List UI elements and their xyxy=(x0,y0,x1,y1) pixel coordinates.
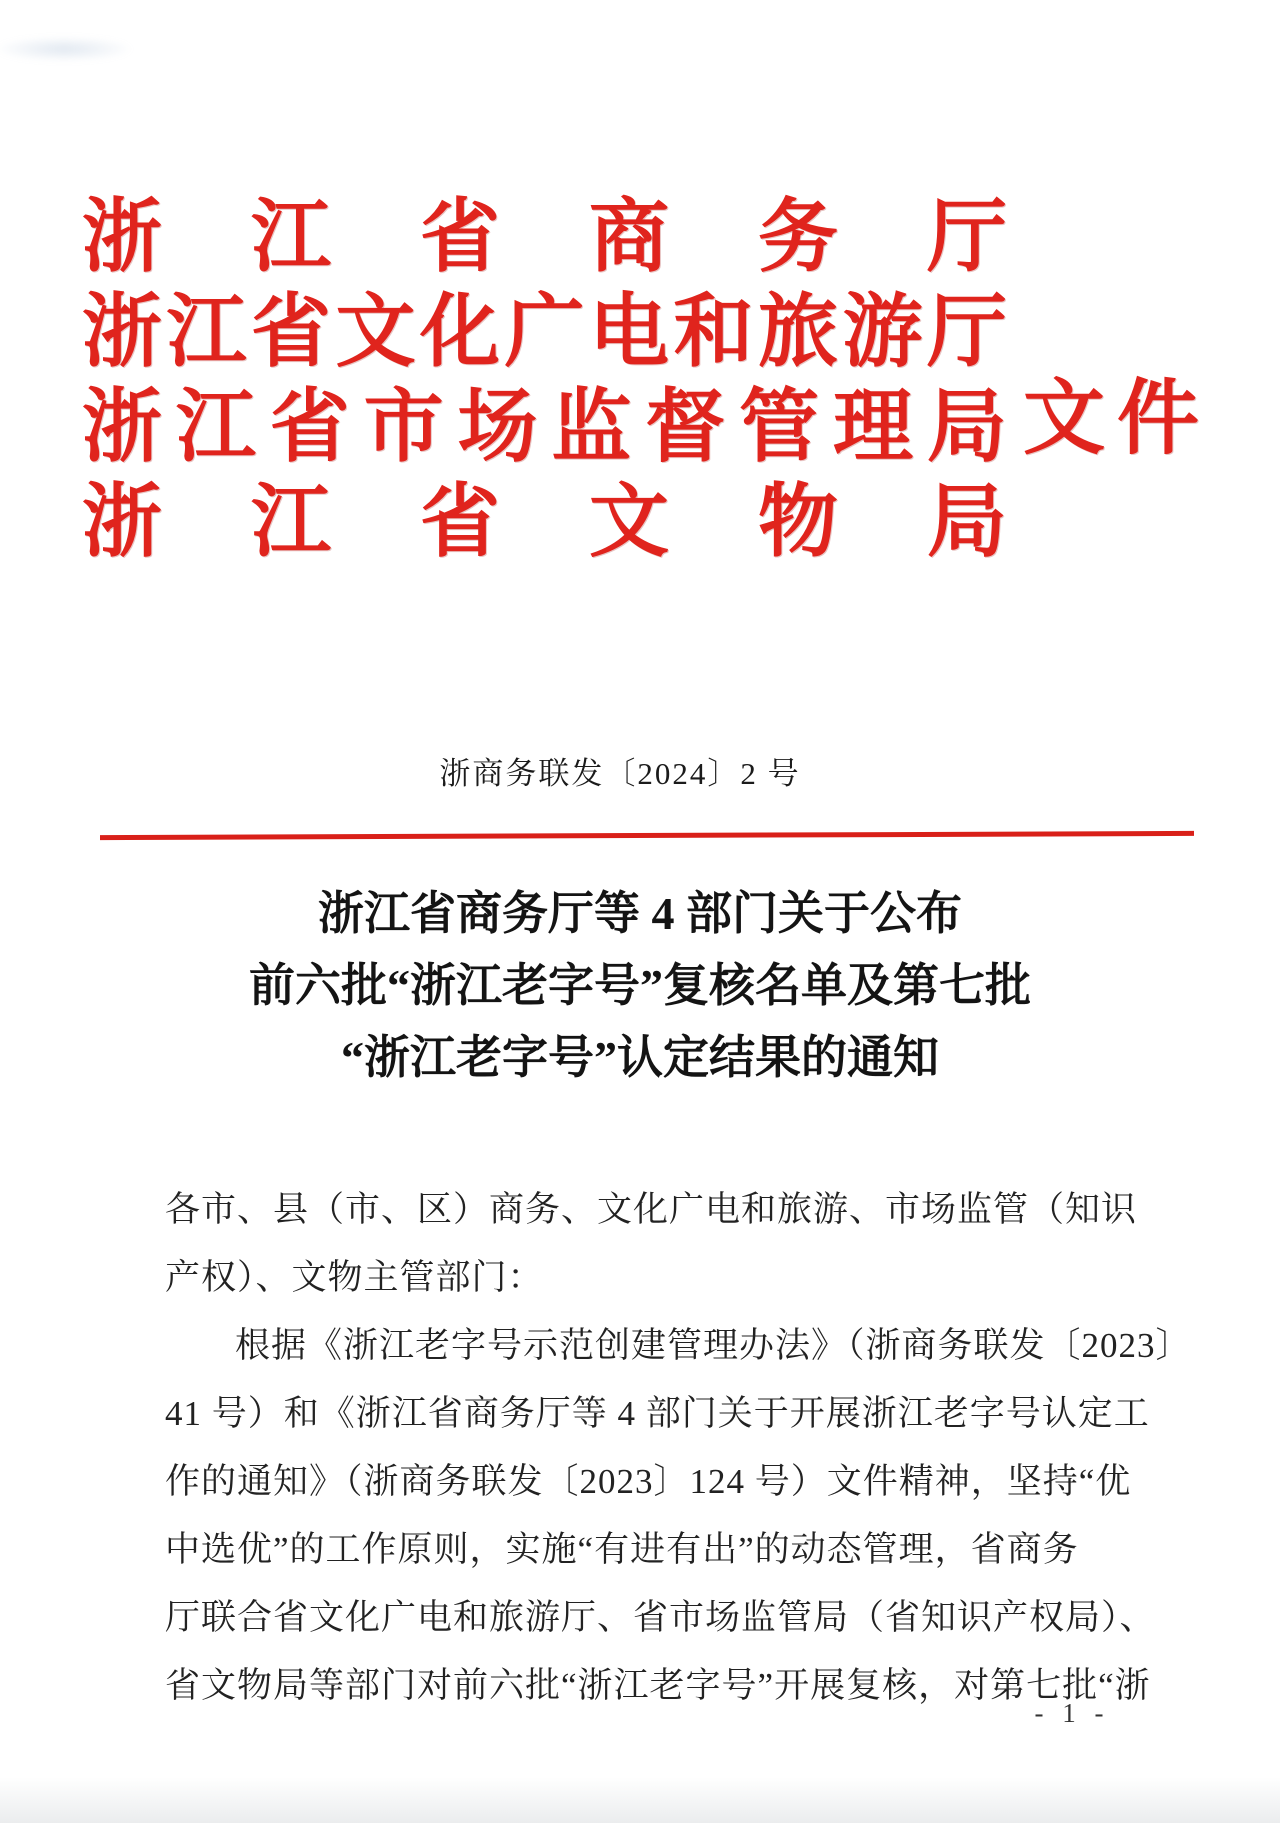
body-line-salutation-1: 各市、县（市、区）商务、文化广电和旅游、市场监管（知识 xyxy=(165,1190,1138,1229)
agency-line-commerce-dept: 浙 江 省 商 务 厅 xyxy=(82,193,1007,282)
page-number: - 1 - xyxy=(1034,1698,1110,1728)
body-line-paragraph-5: 厅联合省文化广电和旅游厅、省市场监管局（省知识产权局）、 xyxy=(165,1598,1156,1637)
letterhead-agency-names xyxy=(82,190,1007,570)
document-body xyxy=(165,1176,1192,1720)
agency-line-cultural-relics-bureau: 浙 江 省 文 物 局 xyxy=(82,478,1007,567)
body-line-salutation-2: 产权）、文物主管部门： xyxy=(165,1258,544,1297)
body-line-paragraph-6: 省文物局等部门对前六批“浙江老字号”开展复核，对第七批“浙 xyxy=(165,1666,1151,1705)
title-line-3: “浙江老字号”认定结果的通知 xyxy=(341,1032,939,1083)
body-line-paragraph-4: 中选优”的工作原则，实施“有进有出”的动态管理，省商务 xyxy=(165,1530,1079,1569)
body-line-paragraph-1: 根据《浙江老字号示范创建管理办法》（浙商务联发〔2023〕 xyxy=(235,1326,1192,1365)
title-line-2: 前六批“浙江老字号”复核名单及第七批 xyxy=(249,960,1031,1011)
agency-line-culture-tourism-dept: 浙 江 省 文 化 广 电 和 旅 游 厅 xyxy=(82,288,1007,377)
scan-shadow-artifact xyxy=(0,1777,1280,1823)
scan-smudge-artifact xyxy=(0,36,134,62)
document-reference-number: 浙商务联发〔2024〕2 号 xyxy=(439,756,801,791)
agency-line-market-regulation-bureau: 浙 江 省 市 场 监 督 管 理 局 xyxy=(82,383,1007,472)
body-line-paragraph-2: 41 号）和《浙江省商务厅等 4 部门关于开展浙江老字号认定工 xyxy=(165,1394,1150,1433)
red-divider-line xyxy=(100,831,1194,840)
document-type-label: 文 件 xyxy=(1023,373,1199,464)
body-line-paragraph-3: 作的通知》（浙商务联发〔2023〕124 号）文件精神，坚持“优 xyxy=(165,1462,1132,1501)
document-title xyxy=(0,878,1280,1094)
title-line-1: 浙江省商务厅等 4 部门关于公布 xyxy=(318,888,962,939)
